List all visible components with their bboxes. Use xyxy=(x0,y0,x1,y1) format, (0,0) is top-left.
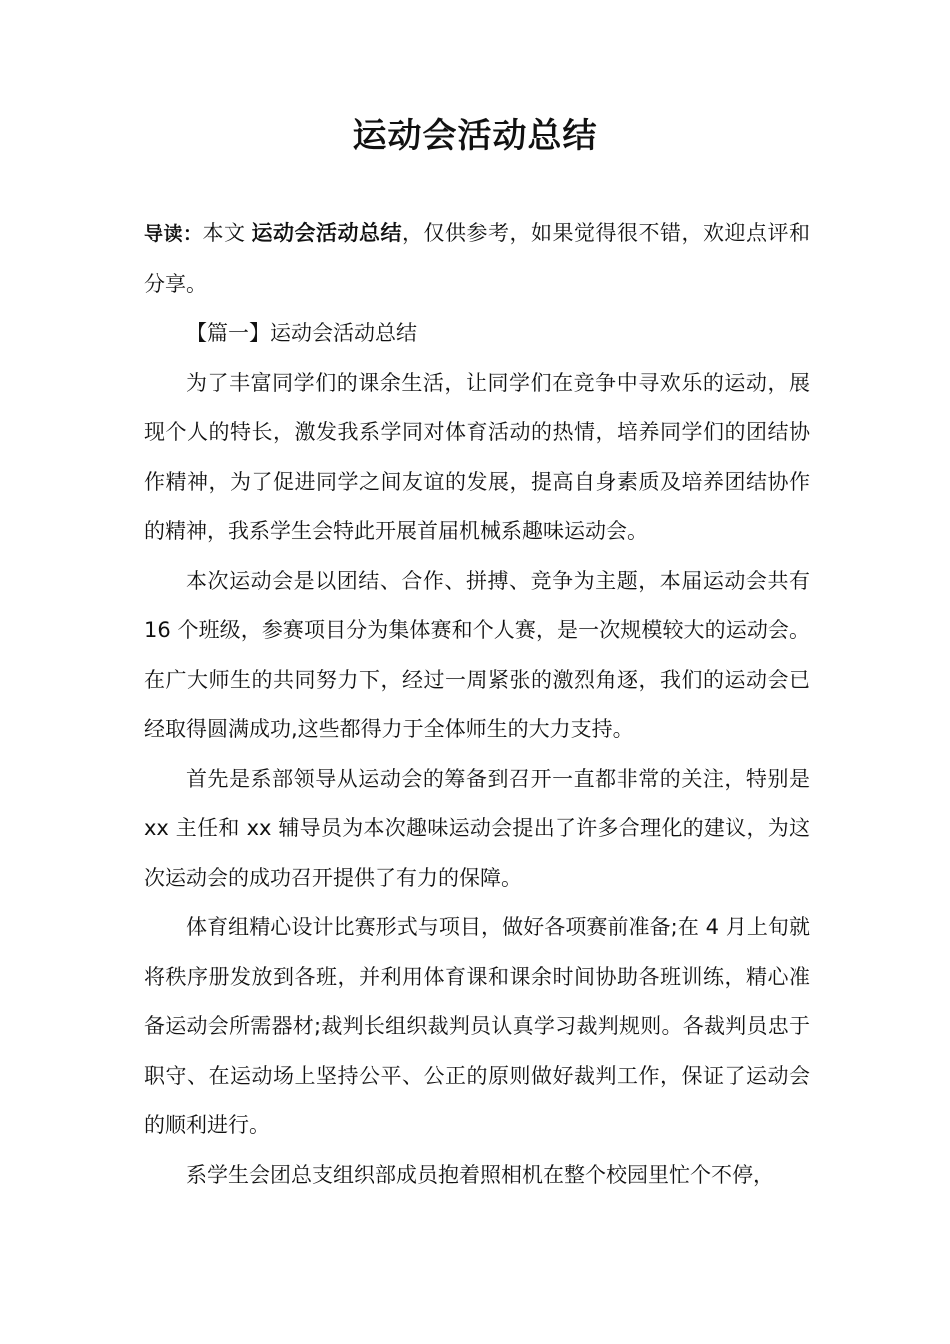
paragraph-3: 首先是系部领导从运动会的筹备到召开一直都非常的关注，特别是 xx 主任和 xx 辅导员为本次趣味运动会提出了许多合理化的建议，为这次运动会的成功召开提供了有力的保障。 xyxy=(144,766,810,890)
section-heading: 【篇一】运动会活动总结 xyxy=(186,321,417,345)
paragraph-1: 为了丰富同学们的课余生活，让同学们在竞争中寻欢乐的运动，展现个人的特长，激发我系学同对体育活动的热情，培养同学们的团结协作精神，为了促进同学之间友谊的发展，提高自身素质及培养团结协作的精神，我系学生会特此开展首届机械系趣味运动会。 xyxy=(144,370,810,543)
paragraph-2: 本次运动会是以团结、合作、拼搏、竞争为主题，本届运动会共有 16 个班级，参赛项目分为集体赛和个人赛，是一次规模较大的运动会。在广大师生的共同努力下，经过一周紧张的激烈角逐，我们的运动会已经取得圆满成功,这些都得力于全体师生的大力支持。 xyxy=(144,568,810,741)
paragraph-4: 体育组精心设计比赛形式与项目，做好各项赛前准备;在 4 月上旬就将秩序册发放到各班，并利用体育课和课余时间协助各班训练，精心准备运动会所需器材;裁判长组织裁判员认真学习裁判规则。各裁判员忠于职守、在运动场上坚持公平、公正的原则做好裁判工作，保证了运动会的顺利进行。 xyxy=(144,915,810,1137)
document-title: 运动会活动总结 xyxy=(352,116,598,156)
intro-bold-title: 运动会活动总结 xyxy=(251,221,402,245)
paragraph-5: 系学生会团总支组织部成员抱着照相机在整个校园里忙个不停， xyxy=(186,1162,774,1187)
intro-after: ，仅供参考，如果觉得很不错，欢迎点评和分享。 xyxy=(144,221,810,296)
intro-paragraph xyxy=(144,209,810,309)
intro-label: 导读： xyxy=(144,223,203,245)
document-body xyxy=(144,209,810,1200)
intro-before: 本文 xyxy=(202,221,246,245)
